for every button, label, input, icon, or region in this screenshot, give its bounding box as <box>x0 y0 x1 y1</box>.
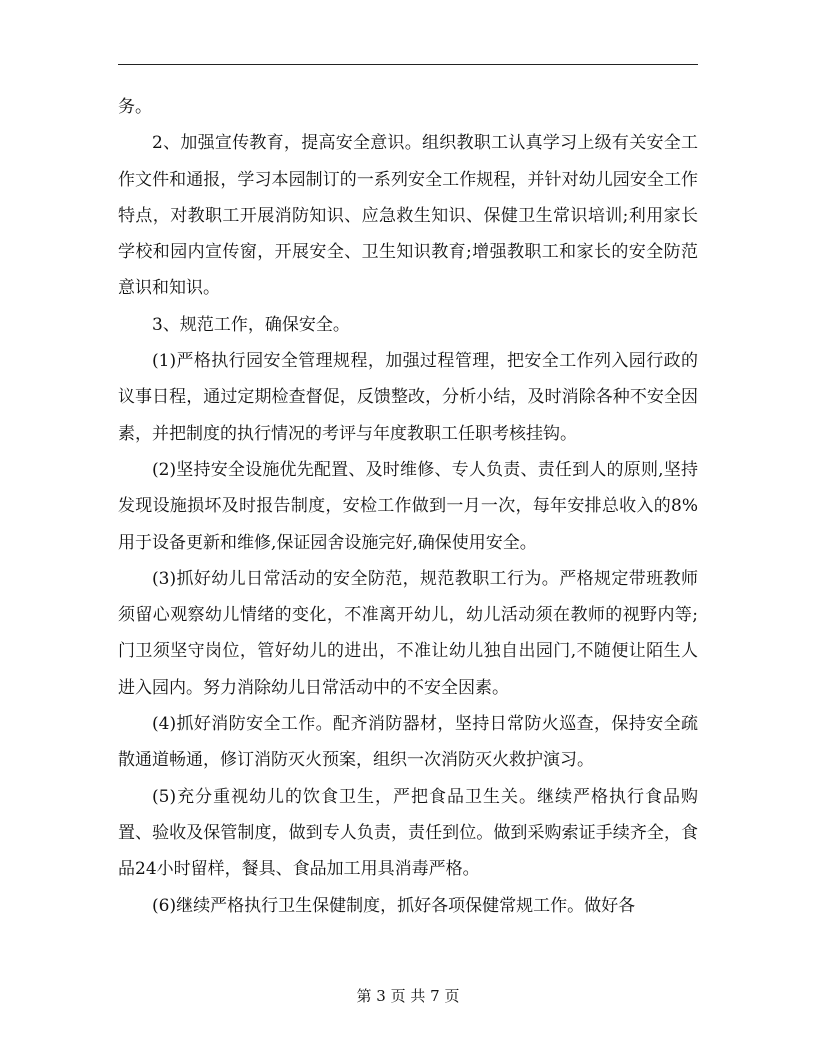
paragraph-item-3: (3)抓好幼儿日常活动的安全防范，规范教职工行为。严格规定带班教师须留心观察幼儿情绪的变化，不准离开幼儿，幼儿活动须在教师的视野内等;门卫须坚守岗位，管好幼儿的进出，不准让幼儿独自出园门,不随便让陌生人进入园内。努力消除幼儿日常活动中的不安全因素。 <box>118 568 698 698</box>
header-rule <box>118 64 698 65</box>
paragraph-standardize-work: 3、规范工作，确保安全。 <box>152 314 350 335</box>
paragraph-item-2: (2)坚持安全设施优先配置、及时维修、专人负责、责任到人的原则,坚持发现设施损坏及时报告制度，安检工作做到一月一次，每年安排总收入的8%用于设备更新和维修,保证园舍设施完好,确保使用安全。 <box>118 459 698 553</box>
paragraph-continuation: 务。 <box>118 97 152 117</box>
page-footer: 第 3 页 共 7 页 <box>356 987 460 1005</box>
document-body <box>118 89 698 924</box>
paragraph-item-1: (1)严格执行园安全管理规程，加强过程管理，把安全工作列入园行政的议事日程，通过定期检查督促，反馈整改，分析小结，及时消除各种不安全因素，并把制度的执行情况的考评与年度教职工任职考核挂钩。 <box>118 351 698 444</box>
paragraph-item-6: (6)继续严格执行卫生保健制度，抓好各项保健常规工作。做好各 <box>152 895 636 916</box>
paragraph-item-5: (5)充分重视幼儿的饮食卫生，严把食品卫生关。继续严格执行食品购置、验收及保管制度，做到专人负责，责任到位。做到采购索证手续齐全，食品24小时留样，餐具、食品加工用具消毒严格。 <box>118 786 698 880</box>
paragraph-item-4: (4)抓好消防安全工作。配齐消防器材，坚持日常防火巡查，保持安全疏散通道畅通，修订消防灭火预案，组织一次消防灭火救护演习。 <box>118 714 698 771</box>
paragraph-publicity-education: 2、加强宣传教育，提高安全意识。组织教职工认真学习上级有关安全工作文件和通报，学习本园制订的一系列安全工作规程，并针对幼儿园安全工作特点，对教职工开展消防知识、应急救生知识、保健卫生常识培训;利用家长学校和园内宣传窗，开展安全、卫生知识教育;增强教职工和家长的安全防范意识和知识。 <box>118 133 698 299</box>
